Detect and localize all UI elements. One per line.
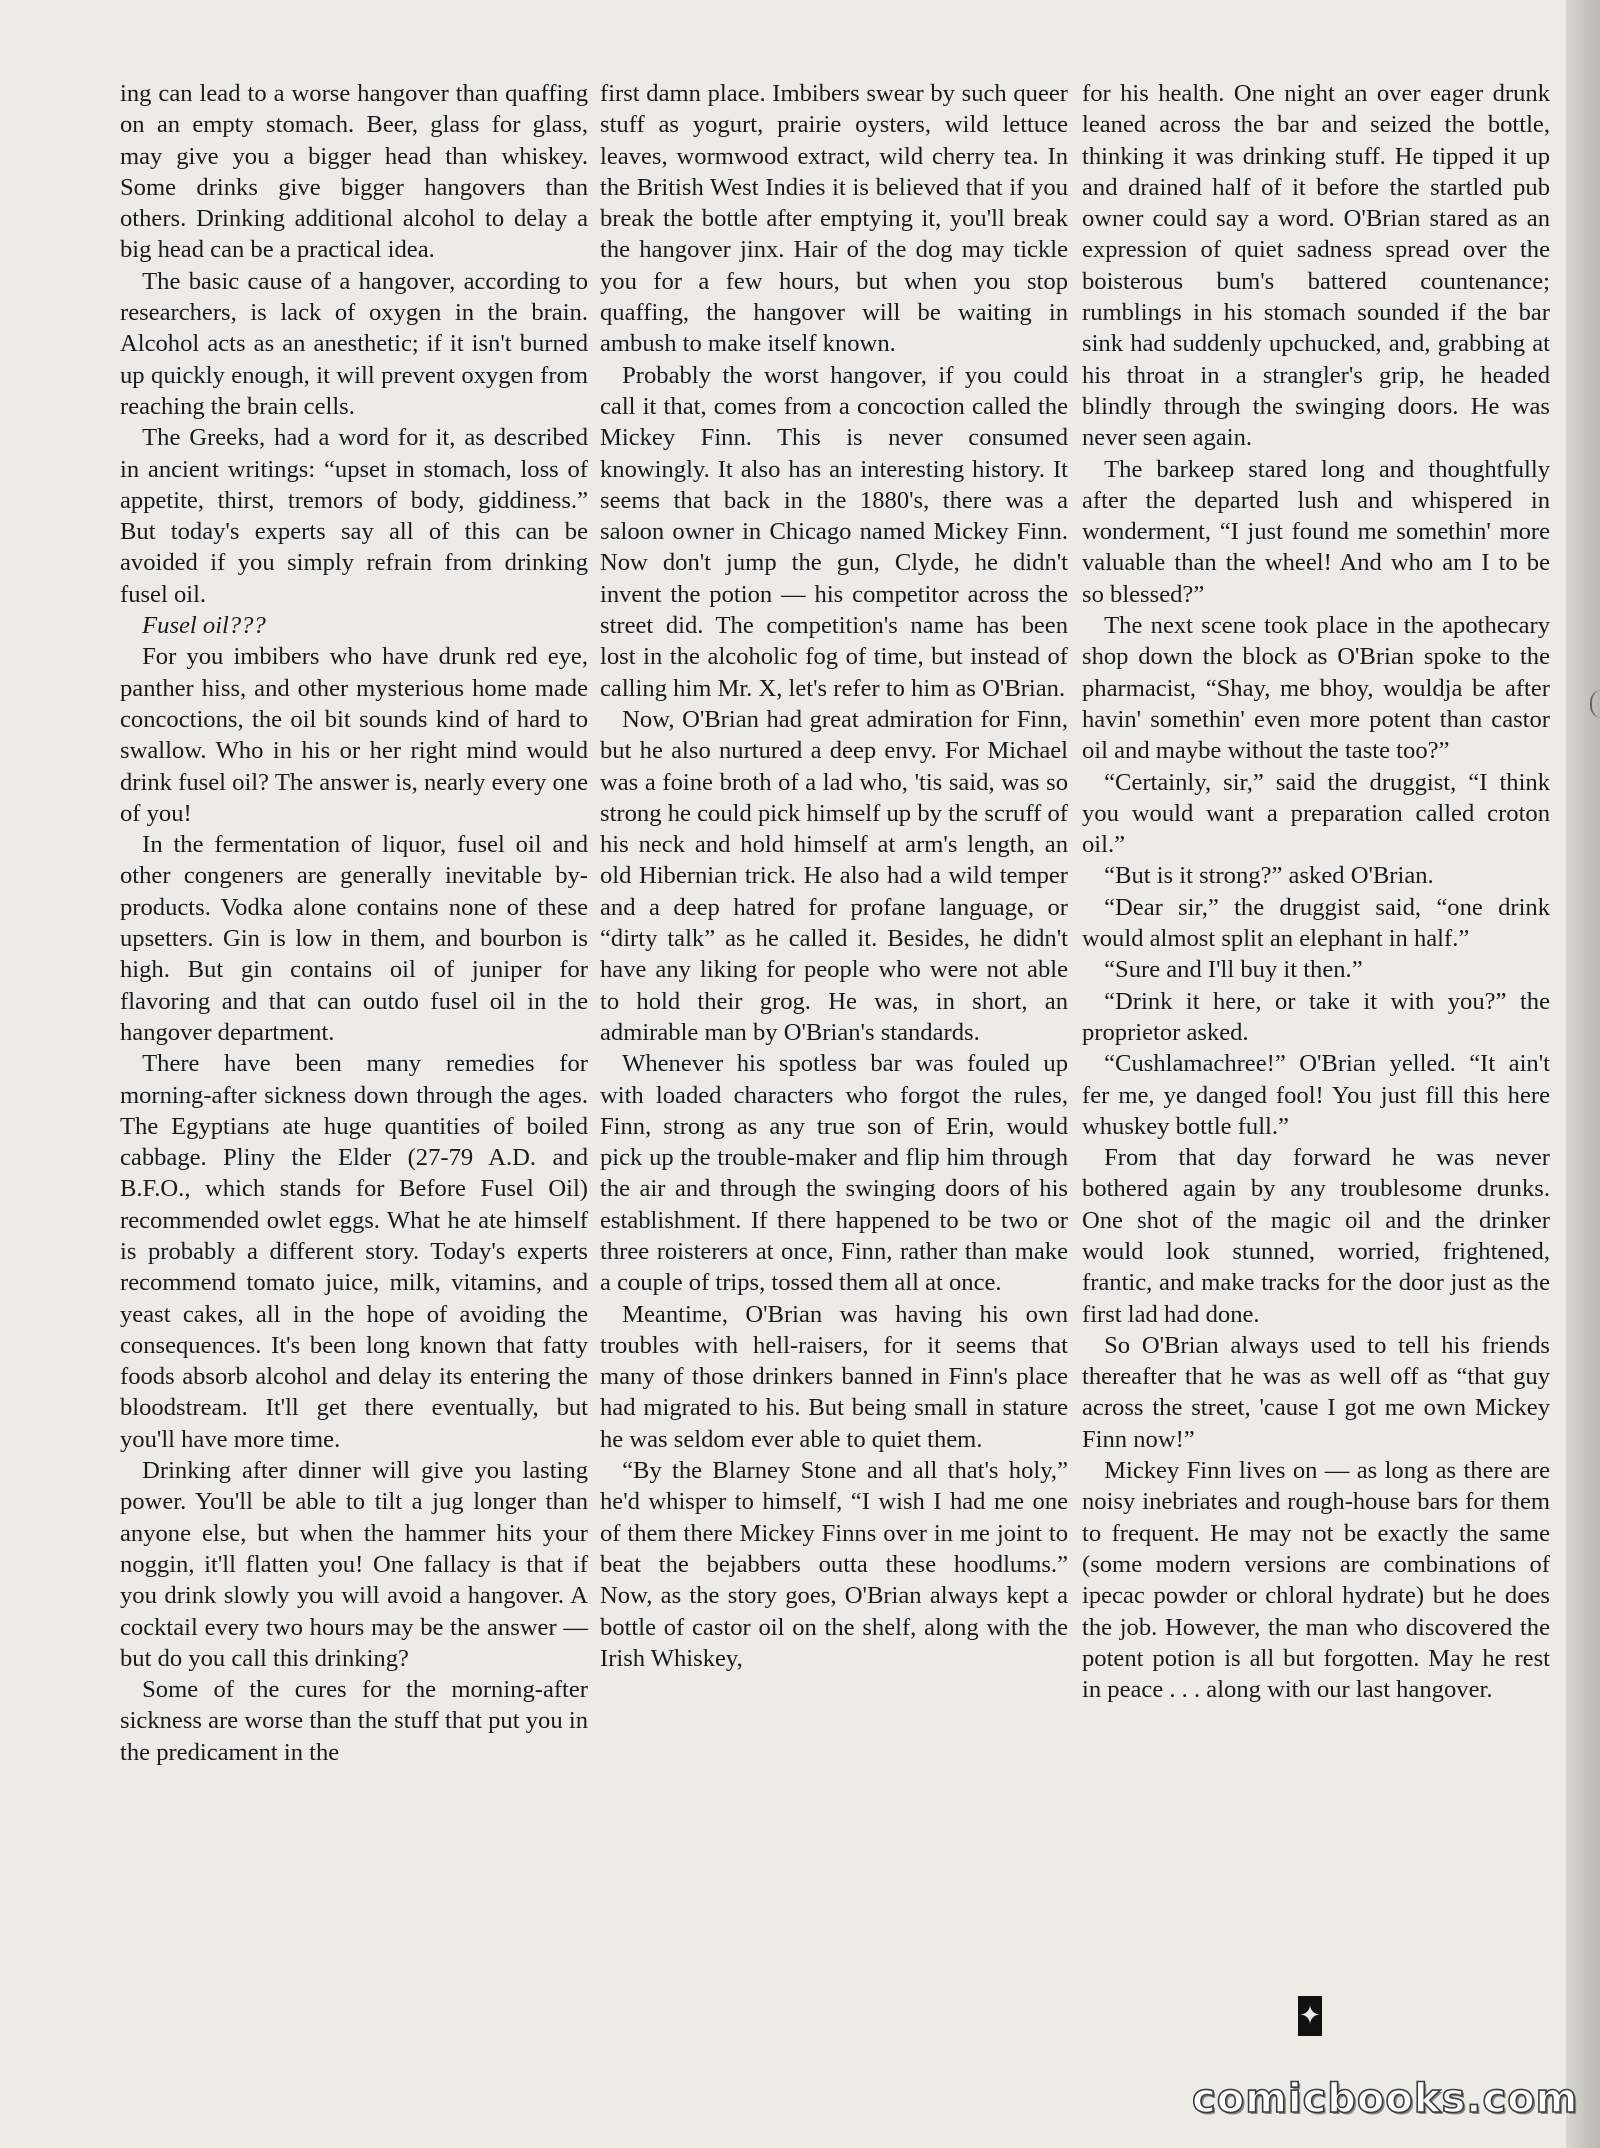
page-edge-shadow: [1566, 0, 1600, 2148]
article-paragraph: Probably the worst hangover, if you could call it that, comes from a concoction called the Mickey Finn. This is never consumed knowingly. It also has an interesting history. It seems that back in the 1880's, there was a saloon owner in Chicago named Mickey Finn. Now don't jump the gun, Clyde, he didn't invent the potion — his competitor across the street did. The competition's name has been lost in the alcoholic fog of time, but instead of calling him Mr. X, let's refer to him as O'Brian.: [600, 361, 1068, 702]
article-paragraph: Fusel oil???: [142, 612, 266, 640]
article-paragraph: Whenever his spotless bar was fouled up with loaded characters who forgot the rules, Finn, strong as any true son of Erin, would pick up the trouble-maker and flip him through the air and through the swinging doors of his establishment. If there happened to be two or three roisterers at once, Finn, rather than make a couple of trips, tossed them all at once.: [600, 1050, 1068, 1297]
article-paragraph: “Sure and I'll buy it then.”: [1104, 956, 1363, 984]
article-paragraph: ing can lead to a worse hangover than quaffing on an empty stomach. Beer, glass for glass, may give you a bigger head than whiskey. Some drinks give bigger hangovers than others. Drinking additional alcohol to delay a big head can be a practical idea.: [120, 80, 588, 264]
article-paragraph: “Cushlamachree!” O'Brian yelled. “It ain't fer me, ye danged fool! You just fill this here whuskey bottle full.”: [1082, 1050, 1550, 1140]
article-paragraph: “Dear sir,” the druggist said, “one drink would almost split an elephant in half.”: [1082, 893, 1550, 953]
article-paragraph: first damn place. Imbibers swear by such queer stuff as yogurt, prairie oysters, wild lettuce leaves, wormwood extract, wild cherry tea. In the British West Indies it is believed that if you break the bottle after emptying it, you'll break the hangover jinx. Hair of the dog may tickle you for a few hours, but when you stop quaffing, the hangover will be waiting in ambush to make itself known.: [600, 80, 1068, 358]
article-paragraph: “Drink it here, or take it with you?” the proprietor asked.: [1082, 987, 1550, 1046]
watermark-logo: comicbooks.com: [1192, 2076, 1579, 2122]
article-paragraph: The Greeks, had a word for it, as described in ancient writings: “upset in stomach, loss of appetite, thirst, tremors of body, giddiness.” But today's experts say all of this can be avoided if you simply refrain from drinking fusel oil.: [120, 424, 588, 608]
end-of-article-icon: ✦: [1298, 1996, 1322, 2036]
article-paragraph: for his health. One night an over eager drunk leaned across the bar and seized the bottle, thinking it was drinking stuff. He tipped it up and drained half of it before the startled pub owner could say a word. O'Brian stared as an expression of quiet sadness spread over the boisterous bum's battered countenance; rumblings in his stomach sounded if the bar sink had suddenly upchucked, and, grabbing at his throat in a strangler's grip, he headed blindly through the swinging doors. He was never seen again.: [1082, 80, 1550, 452]
article-paragraph: There have been many remedies for morning-after sickness down through the ages. The Egyptians ate huge quantities of boiled cabbage. Pliny the Elder (27-79 A.D. and B.F.O., which stands for Before Fusel Oil) recommended owlet eggs. What he ate himself is probably a different story. Today's experts recommend tomato juice, milk, vitamins, and yeast cakes, all in the hope of avoiding the consequences. It's been long known that fatty foods absorb alcohol and delay its entering the bloodstream. It'll get there eventually, but you'll have more time.: [120, 1050, 588, 1453]
article-paragraph: Drinking after dinner will give you lasting power. You'll be able to tilt a jug longer than anyone else, but when the hammer hits your noggin, it'll flatten you! One fallacy is that if you drink slowly you will avoid a hangover. A cocktail every two hours may be the answer — but do you call this drinking?: [120, 1457, 588, 1672]
article-paragraph: Mickey Finn lives on — as long as there are noisy inebriates and rough-house bars for them to frequent. He may not be exactly the same (some modern versions are combinations of ipecac powder or chloral hydrate) but he does the job. However, the man who discovered the potent potion is all but forgotten. May he rest in peace . . . along with our last hangover.: [1082, 1457, 1550, 1704]
article-paragraph: The basic cause of a hangover, according to researchers, is lack of oxygen in the brain. Alcohol acts as an anesthetic; if it isn't burned up quickly enough, it will prevent oxygen from reaching the brain cells.: [120, 267, 588, 420]
article-paragraph: From that day forward he was never bothered again by any troublesome drunks. One shot of the magic oil and the drinker would look stunned, worried, frightened, frantic, and make tracks for the door just as the first lad had done.: [1082, 1144, 1550, 1328]
article-paragraph: In the fermentation of liquor, fusel oil and other congeners are generally inevitable by-products. Vodka alone contains none of these upsetters. Gin is low in them, and bourbon is high. But gin contains oil of juniper for flavoring and that can outdo fusel oil in the hangover department.: [120, 831, 588, 1046]
article-paragraph: Some of the cures for the morning-after sickness are worse than the stuff that put you in the predicament in the: [120, 1676, 588, 1766]
article-column-2: [600, 78, 1068, 1674]
article-paragraph: For you imbibers who have drunk red eye, panther hiss, and other mysterious home made concoctions, the oil bit sounds kind of hard to swallow. Who in his or her right mind would drink fusel oil? The answer is, nearly every one of you!: [120, 643, 588, 827]
article-paragraph: “But is it strong?” asked O'Brian.: [1104, 862, 1434, 890]
article-paragraph: So O'Brian always used to tell his friends thereafter that he was as well off as “that guy across the street, 'cause I got me own Mickey Finn now!”: [1082, 1331, 1550, 1453]
article-paragraph: The barkeep stared long and thoughtfully after the departed lush and whispered in wonderment, “I just found me somethin' more valuable than the wheel! And who am I to be so blessed?”: [1082, 455, 1550, 608]
article-column-1: [120, 78, 588, 1768]
article-paragraph: “By the Blarney Stone and all that's holy,” he'd whisper to himself, “I wish I had me one of them there Mickey Finns over in me joint to beat the bejabbers outta these hoodlums.” Now, as the story goes, O'Brian always kept a bottle of castor oil on the shelf, along with the Irish Whiskey,: [600, 1457, 1068, 1672]
article-paragraph: “Certainly, sir,” said the druggist, “I think you would want a preparation called croton oil.”: [1082, 768, 1550, 859]
article-paragraph: Meantime, O'Brian was having his own troubles with hell-raisers, for it seems that many of those drinkers banned in Finn's place had migrated to his. But being small in stature he was seldom ever able to quiet them.: [600, 1300, 1068, 1453]
article-paragraph: The next scene took place in the apothecary shop down the block as O'Brian spoke to the pharmacist, “Shay, me bhoy, wouldja be after havin' somethin' even more potent than castor oil and maybe without the taste too?”: [1082, 612, 1550, 765]
article-column-3: [1082, 78, 1550, 1705]
article-paragraph: Now, O'Brian had great admiration for Finn, but he also nurtured a deep envy. For Michael was a foine broth of a lad who, 'tis said, was so strong he could pick himself up by the scruff of his neck and hold himself at arm's length, an old Hibernian trick. He also had a wild temper and a deep hatred for profane language, or “dirty talk” as he called it. Besides, he didn't have any liking for people who were not able to hold their grog. He was, in short, an admirable man by O'Brian's standards.: [600, 705, 1068, 1046]
